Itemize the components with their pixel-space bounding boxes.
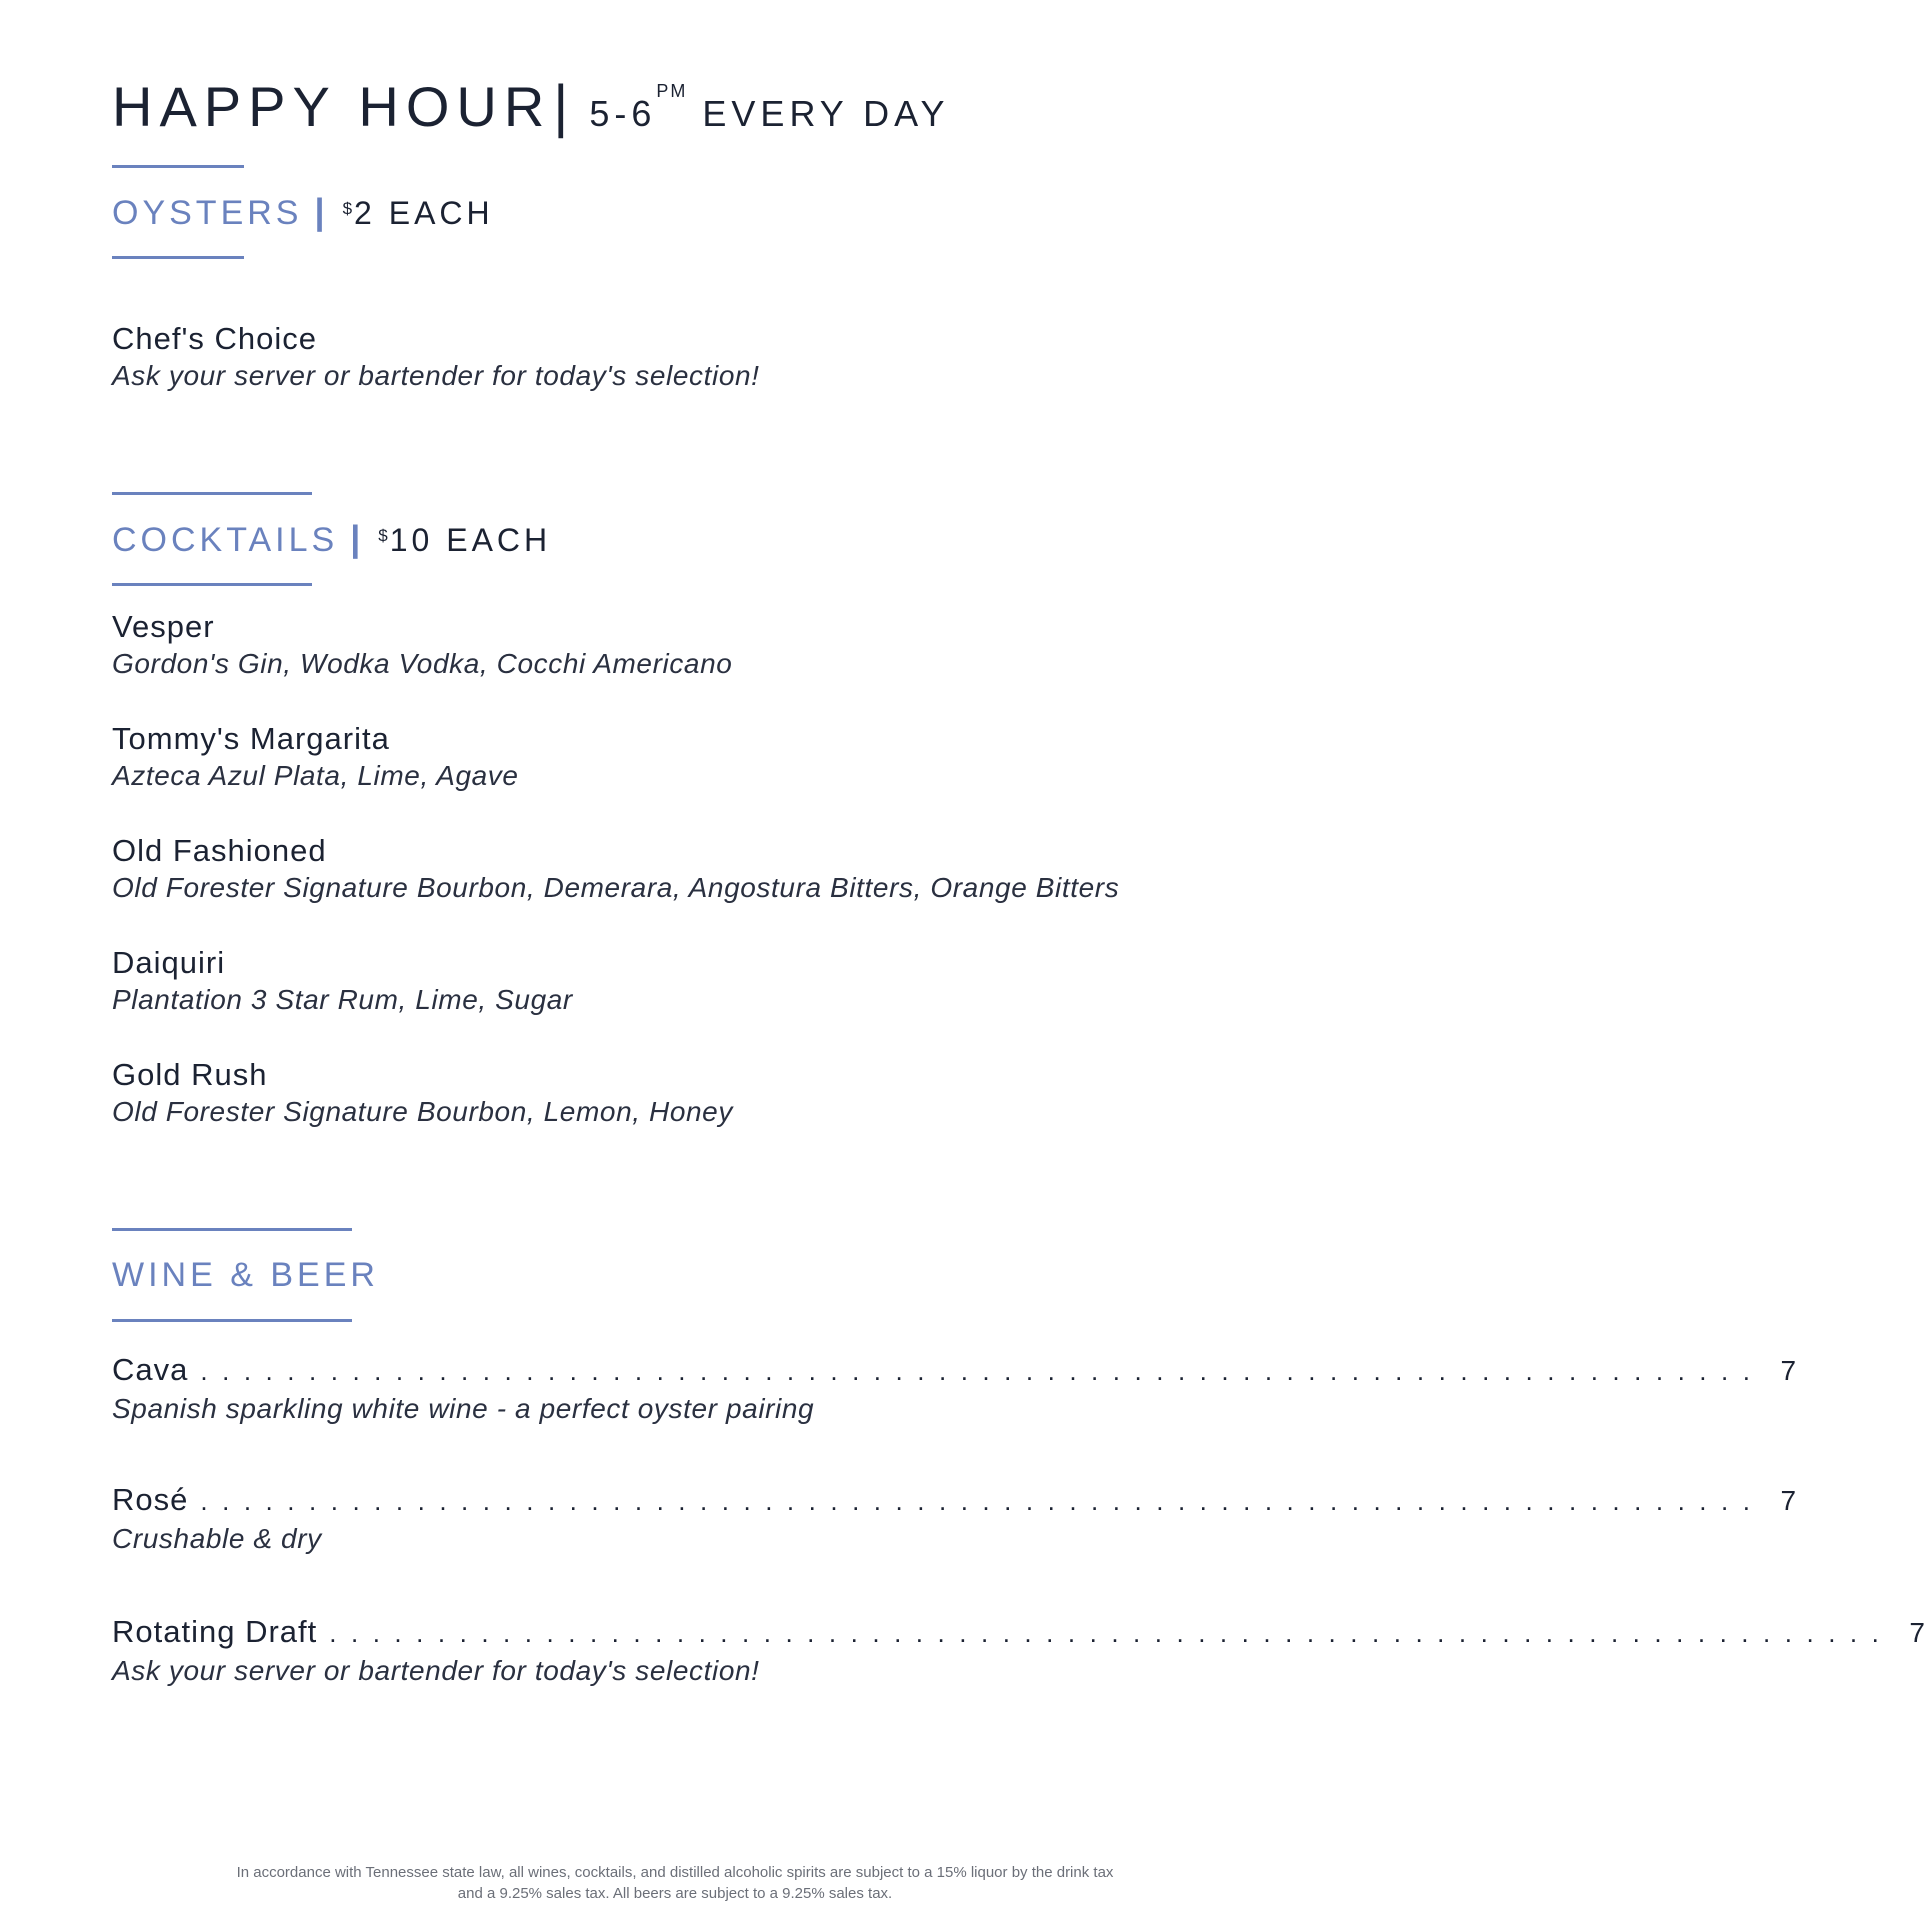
- item-name: Gold Rush: [112, 1057, 268, 1092]
- item-price: 7: [1780, 1485, 1798, 1516]
- section-cocktails: [112, 492, 552, 586]
- item-name: Tommy's Margarita: [112, 721, 390, 756]
- section-price: [378, 496, 551, 584]
- item-name: Old Fashioned: [112, 833, 327, 868]
- section-rule-bottom: [112, 1319, 352, 1322]
- title-time: [589, 81, 950, 134]
- title-separator: |: [553, 74, 576, 139]
- menu-item: [112, 720, 519, 794]
- title-time-suffix: PM: [656, 81, 688, 101]
- menu-item: [112, 944, 573, 1018]
- item-price: 7: [1780, 1355, 1798, 1386]
- item-description: Ask your server or bartender for today's selection!: [112, 360, 760, 391]
- item-description: Old Forester Signature Bourbon, Demerara, Angostura Bitters, Orange Bitters: [112, 872, 1120, 903]
- item-name: Rosé: [112, 1482, 189, 1517]
- item-name: Daiquiri: [112, 945, 226, 980]
- menu-item: [112, 1480, 1798, 1557]
- section-header: [112, 168, 494, 256]
- section-wine-beer: [112, 1228, 379, 1322]
- item-row: [112, 1612, 1926, 1653]
- item-description: Azteca Azul Plata, Lime, Agave: [112, 760, 519, 791]
- item-name: Chef's Choice: [112, 321, 318, 356]
- page-title: [112, 74, 950, 139]
- section-oysters: [112, 165, 494, 259]
- section-separator: |: [350, 518, 361, 559]
- dot-leader: ........................................................................: [200, 1486, 1765, 1516]
- item-price: 7: [1909, 1617, 1926, 1648]
- item-description: Plantation 3 Star Rum, Lime, Sugar: [112, 984, 573, 1015]
- menu-item: [112, 1612, 1926, 1689]
- currency-symbol: $: [342, 199, 353, 218]
- item-description: Gordon's Gin, Wodka Vodka, Cocchi Americano: [112, 648, 733, 679]
- menu-item: [112, 608, 732, 682]
- menu-item: [112, 320, 760, 394]
- section-header: [112, 1231, 379, 1319]
- dot-leader: ........................................................................: [329, 1618, 1894, 1648]
- menu-item: [112, 832, 1119, 906]
- title-main: HAPPY HOUR: [112, 75, 552, 138]
- tax-disclaimer: [180, 1862, 1170, 1904]
- title-time-range: 5-6: [589, 93, 657, 134]
- item-description: Crushable & dry: [112, 1523, 322, 1554]
- section-name: OYSTERS: [112, 194, 303, 232]
- item-name: Rotating Draft: [112, 1614, 318, 1649]
- title-days: EVERY DAY: [702, 93, 950, 134]
- item-description: Spanish sparkling white wine - a perfect oyster pairing: [112, 1393, 815, 1424]
- section-separator: |: [314, 191, 325, 232]
- item-name: Cava: [112, 1352, 189, 1387]
- dot-leader: ........................................................................: [200, 1356, 1765, 1386]
- section-name: COCKTAILS: [112, 521, 339, 559]
- section-price-value: 2 EACH: [354, 195, 494, 231]
- tax-disclaimer-line-2: and a 9.25% sales tax. All beers are subject to a 9.25% sales tax.: [457, 1885, 893, 1902]
- item-description: Old Forester Signature Bourbon, Lemon, Honey: [112, 1096, 733, 1127]
- menu-item: [112, 1056, 733, 1130]
- item-name: Vesper: [112, 609, 215, 644]
- tax-disclaimer-line-1: In accordance with Tennessee state law, all wines, cocktails, and distilled alcoholic spirits are subject to a 15% liquor by the drink tax: [236, 1864, 1114, 1881]
- menu-item: [112, 1350, 1798, 1427]
- item-row: [112, 1350, 1798, 1391]
- section-header: [112, 495, 552, 583]
- section-name: WINE & BEER: [112, 1256, 379, 1294]
- section-price-value: 10 EACH: [389, 522, 552, 558]
- item-row: [112, 1480, 1798, 1521]
- currency-symbol: $: [378, 526, 388, 545]
- section-price: [343, 169, 494, 257]
- item-description: Ask your server or bartender for today's selection!: [112, 1655, 760, 1686]
